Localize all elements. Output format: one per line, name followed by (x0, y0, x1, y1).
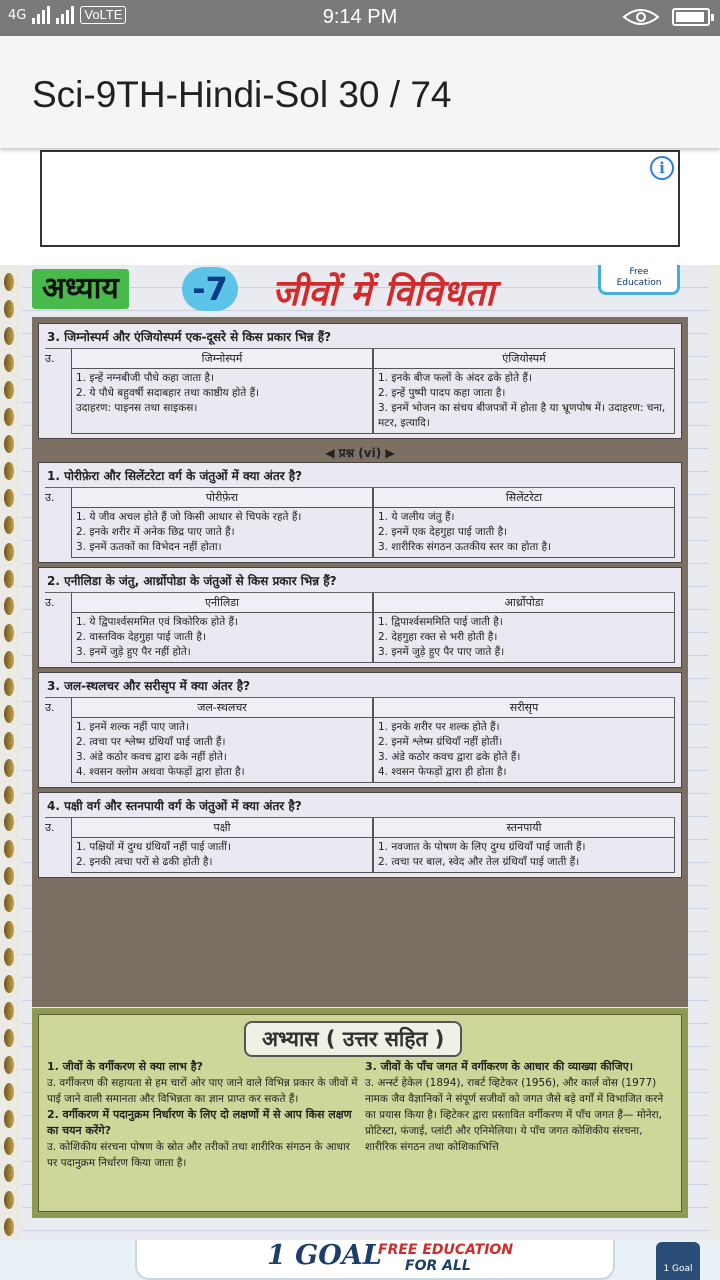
question-block (38, 792, 682, 878)
spiral-ring (4, 921, 14, 939)
spiral-ring (4, 1002, 14, 1020)
list-item: 3. इनमें जुड़े हुए पैर पाए जाते हैं। (378, 646, 505, 658)
spiral-ring (4, 705, 14, 723)
table-header: एनीलिडा (71, 593, 373, 613)
spiral-ring (4, 624, 14, 642)
spiral-ring (4, 516, 14, 534)
battery-icon (672, 8, 710, 26)
spiral-ring (4, 1218, 14, 1236)
spiral-ring (4, 273, 14, 291)
spiral-ring (4, 1056, 14, 1074)
comparison-table (45, 592, 675, 663)
banner-tagline-2: FOR ALL (405, 1258, 471, 1274)
list-item: 3. इनमें ऊतकों का विभेदन नहीं होता। (76, 541, 222, 553)
spiral-ring (4, 327, 14, 345)
table-cell (71, 508, 373, 558)
answer-marker: उ. (45, 821, 55, 834)
table-cell (373, 613, 675, 663)
spiral-ring (4, 732, 14, 750)
list-item: 1. ये जलीय जंतु हैं। (378, 511, 455, 523)
list-item: 1. इनमें शल्क नहीं पाए जाते। (76, 721, 189, 733)
spiral-ring (4, 462, 14, 480)
exercise-question: 3. जीवों के पाँच जगत में वर्गीकरण के आधार की व्याख्या कीजिए। (365, 1060, 634, 1073)
spiral-ring (4, 300, 14, 318)
answer-marker: उ. (45, 701, 55, 714)
list-item: 2. इनमें श्लेष्म ग्रंथियाँ नहीं होतीं। (378, 736, 503, 748)
section-heading: ◀ प्रश्न (vi) ▶ (325, 446, 395, 460)
spiral-ring (4, 489, 14, 507)
list-item: उदाहरण: पाइनस तथा साइकस। (76, 402, 198, 414)
list-item: 2. इनके शरीर में अनेक छिद्र पाए जाते हैं। (76, 526, 235, 538)
spiral-ring (4, 381, 14, 399)
network-type: 4G (8, 7, 27, 23)
spiral-ring (4, 840, 14, 858)
comparison-table (45, 487, 675, 558)
spiral-ring (4, 759, 14, 777)
spiral-ring (4, 1110, 14, 1128)
comparison-table (45, 348, 675, 434)
table-header: जिम्नोस्पर्म (71, 349, 373, 369)
exercise-right-column (365, 1059, 677, 1155)
list-item: 1. द्विपार्श्वसममिति पाई जाती है। (378, 616, 503, 628)
spiral-ring (4, 813, 14, 831)
list-item: 1. इन्हें नग्नबीजी पौधे कहा जाता है। (76, 372, 215, 384)
info-icon[interactable]: i (650, 156, 674, 180)
question-block (38, 462, 682, 563)
list-item: 1. पक्षियों में दुग्ध ग्रंथियाँ नहीं पाई जातीं। (76, 841, 231, 853)
question-title: 3. जल-स्थलचर और सरीसृप में क्या अंतर है? (47, 679, 251, 693)
phone-icon: 1 Goal (656, 1242, 700, 1280)
spiral-ring (4, 597, 14, 615)
comparison-table (45, 697, 675, 783)
chapter-number: -7 (182, 267, 238, 311)
list-item: 1. इनके शरीर पर शल्क होते हैं। (378, 721, 500, 733)
list-item: 1. ये द्विपार्श्वसममित एवं त्रिकोरिक होते हैं। (76, 616, 239, 628)
table-header: स्तनपायी (373, 818, 675, 838)
chapter-word: अध्याय (32, 269, 129, 309)
list-item: 4. श्वसन क्लोम अथवा फेफड़ों द्वारा होता है। (76, 766, 245, 778)
comparison-table (45, 817, 675, 873)
table-cell (373, 369, 675, 434)
bottom-banner[interactable] (0, 1240, 720, 1280)
spiral-ring (4, 975, 14, 993)
table-header: एंजियोस्पर्म (373, 349, 675, 369)
banner-logo: 1 GOAL (267, 1240, 382, 1271)
chapter-title: जीवों में विविधता (272, 272, 495, 314)
list-item: 1. ये जीव अचल होते हैं जो किसी आधार से चिपके रहते हैं। (76, 511, 302, 523)
status-right (622, 7, 710, 27)
list-item: 3. इनमें भोजन का संचय बीजपत्रों में होता है या भ्रूणपोष में। उदाहरण: चना, मटर, इत्यादि। (378, 402, 666, 429)
app-bar (0, 36, 720, 148)
exercise-section (32, 1008, 688, 1218)
question-title: 3. जिम्नोस्पर्म और एंजियोस्पर्म एक-दूसरे से किस प्रकार भिन्न हैं? (47, 330, 332, 344)
spiral-binding (4, 265, 18, 1240)
table-cell (71, 613, 373, 663)
answer-marker: उ. (45, 352, 55, 365)
list-item: 2. त्वचा पर बाल, स्वेद और तेल ग्रंथियाँ पाई जाती हैं। (378, 856, 580, 868)
table-header: सिलेंटरेटा (373, 488, 675, 508)
status-bar (0, 0, 720, 36)
eye-icon (622, 7, 660, 27)
question-title: 4. पक्षी वर्ग और स्तनपायी वर्ग के जंतुओं में क्या अंतर है? (47, 799, 302, 813)
spiral-ring (4, 543, 14, 561)
spiral-ring (4, 354, 14, 372)
spiral-ring (4, 948, 14, 966)
table-header: जल-स्थलचर (71, 698, 373, 718)
question-title: 2. एनीलिडा के जंतु, आर्थ्रोपोडा के जंतुओं से किस प्रकार भिन्न हैं? (47, 574, 337, 588)
table-header: पोरीफ़ेरा (71, 488, 373, 508)
volte-badge: VoLTE (80, 6, 126, 24)
exercise-answer: उ. वर्गीकरण की सहायता से हम चारों ओर पाए जाने वाले विभिन्न प्रकार के जीवों में पाई जाने वाली समानता और विभिन्नता का ज्ञान प्राप्त कर सकते हैं। (47, 1077, 358, 1105)
ad-banner[interactable] (40, 150, 680, 247)
pdf-page (0, 265, 720, 1240)
answer-marker: उ. (45, 596, 55, 609)
list-item: 4. श्वसन फेफड़ों द्वारा ही होता है। (378, 766, 507, 778)
spiral-ring (4, 1083, 14, 1101)
table-header: सरीसृप (373, 698, 675, 718)
list-item: 3. अंडे कठोर कवच द्वारा ढके होते हैं। (378, 751, 521, 763)
spiral-ring (4, 435, 14, 453)
table-cell (71, 369, 373, 434)
list-item: 2. वास्तविक देहगुहा पाई जाती है। (76, 631, 206, 643)
spiral-ring (4, 786, 14, 804)
list-item: 3. इनमें जुड़े हुए पैर नहीं होते। (76, 646, 191, 658)
exercise-answer: उ. कोशिकीय संरचना पोषण के स्रोत और तरीकों तथा शारीरिक संगठन के आधार पर पदानुक्रम निर्धारण किया जाता है। (47, 1141, 350, 1169)
list-item: 3. शारीरिक संगठन ऊतकीय स्तर का होता है। (378, 541, 552, 553)
exercise-question: 1. जीवों के वर्गीकरण से क्या लाभ है? (47, 1060, 203, 1073)
table-header: आर्थ्रोपोडा (373, 593, 675, 613)
free-education-badge (598, 265, 680, 295)
table-cell (373, 508, 675, 558)
list-item: 2. देहगुहा रक्त से भरी होती है। (378, 631, 498, 643)
list-item: 2. इनकी त्वचा परों से ढकी होती है। (76, 856, 213, 868)
spiral-ring (4, 1191, 14, 1209)
exercise-answer: उ. अर्न्स्ट हेकेल (1894), राबर्ट व्हिटेकर (1956), और कार्ल वोस (1977) नामक जैव वैज्ञानिकों ने संपूर्ण सजीवों को जगत जैसे बड़े वर्गों में विभाजित करने का प्रयास किया है। व्हिटेकर द्वारा प्रस्तावित वर्गीकरण में पाँच जगत हैं— मोनेरा, प्रोटिस्टा, फंजाई, प्लांटी और एनिमेलिया। ये पाँच जगत कोशिकीय संरचना, शारीरिक संगठन तथा कोशिकाभित्ति (365, 1077, 664, 1153)
clock: 9:14 PM (322, 6, 398, 28)
exercise-title: अभ्यास ( उत्तर सहित ) (244, 1021, 462, 1057)
list-item: 2. इनमें एक देहगुहा पाई जाती है। (378, 526, 508, 538)
banner-tagline: FREE EDUCATION (378, 1242, 514, 1258)
question-title: 1. पोरीफ़ेरा और सिलेंटरेटा वर्ग के जंतुओं में क्या अंतर है? (47, 469, 303, 483)
list-item: 1. नवजात के पोषण के लिए दुग्ध ग्रंथियाँ पाई जाती हैं। (378, 841, 586, 853)
spiral-ring (4, 1164, 14, 1182)
spiral-ring (4, 1029, 14, 1047)
question-block (38, 323, 682, 439)
spiral-ring (4, 570, 14, 588)
chapter-header (32, 265, 682, 325)
spiral-ring (4, 894, 14, 912)
table-cell (71, 718, 373, 783)
table-cell (71, 838, 373, 873)
exercise-left-column (47, 1059, 359, 1171)
list-item: 1. इनके बीज फलों के अंदर ढके होते हैं। (378, 372, 532, 384)
exercise-panel (38, 1014, 682, 1212)
table-cell (373, 718, 675, 783)
list-item: 2. ये पौधे बहुवर्षी सदाबहार तथा काष्ठीय होते हैं। (76, 387, 260, 399)
badge-line1: Free (629, 267, 649, 277)
spiral-ring (4, 408, 14, 426)
exercise-question: 2. वर्गीकरण में पदानुक्रम निर्धारण के लिए दो लक्षणों में से आप किस लक्षण का चयन करेंगे? (47, 1108, 352, 1137)
spiral-ring (4, 1137, 14, 1155)
answer-marker: उ. (45, 491, 55, 504)
table-header: पक्षी (71, 818, 373, 838)
question-block (38, 672, 682, 788)
question-block (38, 567, 682, 668)
table-cell (373, 838, 675, 873)
spiral-ring (4, 678, 14, 696)
list-item: 3. अंडे कठोर कवच द्वारा ढके नहीं होते। (76, 751, 227, 763)
spiral-ring (4, 867, 14, 885)
list-item: 2. त्वचा पर श्लेष्म ग्रंथियाँ पाई जाती हैं। (76, 736, 226, 748)
document-title: Sci-9TH-Hindi-Sol 30 / 74 (32, 74, 452, 115)
list-item: 2. इन्हें पुष्पी पादप कहा जाता है। (378, 387, 506, 399)
badge-line2: Education (616, 278, 662, 288)
qa-frame (32, 317, 688, 1007)
spiral-ring (4, 651, 14, 669)
